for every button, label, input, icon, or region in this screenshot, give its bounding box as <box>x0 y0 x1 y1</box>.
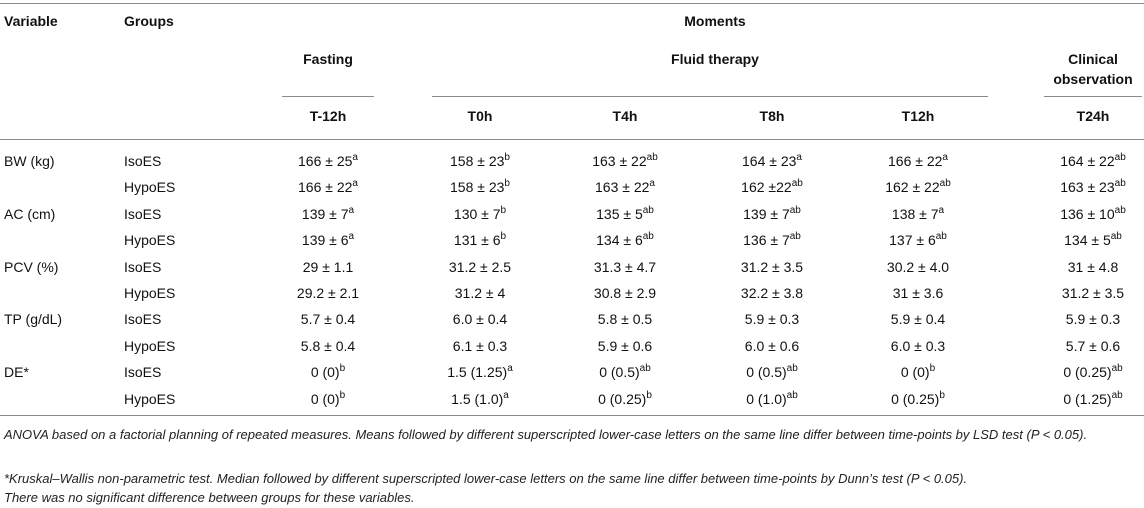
cell-superscript: ab <box>642 205 654 216</box>
table-cell <box>555 258 695 276</box>
timepoint-header-t24h: T24h <box>1076 108 1110 124</box>
table-cell <box>702 258 842 276</box>
cell-value: 158 ± 23 <box>450 153 505 169</box>
cell-superscript: a <box>352 152 358 163</box>
cell-value: 1.5 (1.25) <box>447 364 508 380</box>
cell-value: 136 ± 7 <box>743 232 790 248</box>
cell-value: 5.9 ± 0.3 <box>744 311 800 327</box>
cell-value: 166 ± 22 <box>888 153 943 169</box>
table-cell <box>555 284 695 302</box>
cell-superscript: a <box>503 390 509 401</box>
fasting-rule <box>282 96 374 97</box>
table-cell <box>702 152 842 170</box>
row-group: IsoES <box>124 259 162 275</box>
cell-value: 0 (1.25) <box>1063 391 1112 407</box>
cell-value: 0 (0.5) <box>746 364 787 380</box>
table-cell <box>555 205 695 223</box>
cell-value: 32.2 ± 3.8 <box>740 285 804 301</box>
cell-superscript: b <box>939 390 945 401</box>
cell-value: 31.2 ± 4 <box>454 285 506 301</box>
table-cell <box>410 363 550 381</box>
row-group: HypoES <box>124 285 176 301</box>
cell-superscript: a <box>649 178 655 189</box>
cell-superscript: ab <box>789 205 801 216</box>
table-cell <box>848 231 988 249</box>
table-cell <box>702 284 842 302</box>
top-rule <box>0 3 1144 4</box>
table-cell <box>1023 390 1144 408</box>
cell-superscript: b <box>929 363 936 374</box>
table-cell <box>258 284 398 302</box>
table-cell <box>258 231 398 249</box>
cell-value: 5.9 ± 0.6 <box>597 338 653 354</box>
cell-superscript: ab <box>1110 231 1122 242</box>
table-cell <box>702 390 842 408</box>
cell-value: 30.8 ± 2.9 <box>593 285 657 301</box>
timepoint-header-t-12h: T-12h <box>309 108 347 124</box>
row-variable: AC (cm) <box>4 206 56 222</box>
row-variable: DE* <box>4 364 29 380</box>
table-cell <box>555 390 695 408</box>
cell-superscript: b <box>500 231 507 242</box>
cell-value: 162 ±22 <box>741 179 792 195</box>
cell-superscript: ab <box>789 231 801 242</box>
cell-value: 0 (0) <box>310 364 340 380</box>
cell-superscript: b <box>504 152 510 163</box>
timepoint-header-t0h: T0h <box>467 108 493 124</box>
cell-value: 31.2 ± 3.5 <box>740 259 804 275</box>
cell-value: 163 ± 22 <box>595 179 650 195</box>
header-bottom-rule <box>0 139 1144 140</box>
header-fasting: Fasting <box>303 51 353 67</box>
table-cell <box>848 390 988 408</box>
cell-value: 29 ± 1.1 <box>302 259 354 275</box>
cell-value: 138 ± 7 <box>891 206 939 222</box>
cell-value: 1.5 (1.0) <box>451 391 504 407</box>
table-cell <box>410 205 550 223</box>
table-cell <box>555 363 695 381</box>
cell-superscript: ab <box>1114 152 1126 163</box>
cell-superscript: ab <box>786 390 798 401</box>
table-cell <box>702 205 842 223</box>
cell-superscript: ab <box>642 231 654 242</box>
table-cell <box>848 178 988 196</box>
table-cell <box>1023 152 1144 170</box>
table-cell <box>1023 310 1144 328</box>
table-cell <box>848 363 988 381</box>
table-cell <box>1023 205 1144 223</box>
cell-value: 31 ± 4.8 <box>1067 259 1119 275</box>
cell-superscript: ab <box>791 178 803 189</box>
table-cell <box>848 258 988 276</box>
cell-value: 137 ± 6 <box>889 232 936 248</box>
cell-value: 6.0 ± 0.4 <box>452 311 508 327</box>
cell-value: 30.2 ± 4.0 <box>886 259 950 275</box>
table-cell <box>258 178 398 196</box>
table-cell <box>702 337 842 355</box>
header-variable: Variable <box>4 13 58 29</box>
cell-value: 29.2 ± 2.1 <box>296 285 360 301</box>
cell-value: 5.7 ± 0.6 <box>1065 338 1121 354</box>
table-cell <box>258 337 398 355</box>
table-cell <box>258 310 398 328</box>
table-cell <box>848 337 988 355</box>
fluid-therapy-rule <box>432 96 988 97</box>
cell-value: 139 ± 7 <box>301 206 349 222</box>
cell-value: 166 ± 25 <box>298 153 353 169</box>
cell-value: 5.9 ± 0.3 <box>1065 311 1121 327</box>
table-cell <box>410 284 550 302</box>
table-cell <box>555 310 695 328</box>
cell-value: 6.1 ± 0.3 <box>452 338 508 354</box>
table-cell <box>702 310 842 328</box>
cell-value: 131 ± 6 <box>453 232 501 248</box>
cell-value: 5.8 ± 0.4 <box>300 338 356 354</box>
cell-superscript: ab <box>935 231 947 242</box>
cell-value: 158 ± 23 <box>450 179 505 195</box>
timepoint-header-t8h: T8h <box>759 108 785 124</box>
cell-superscript: a <box>348 231 355 242</box>
cell-value: 5.7 ± 0.4 <box>300 311 356 327</box>
cell-value: 31 ± 3.6 <box>892 285 944 301</box>
cell-value: 6.0 ± 0.3 <box>890 338 946 354</box>
cell-value: 136 ± 10 <box>1060 206 1115 222</box>
cell-superscript: a <box>348 205 355 216</box>
cell-value: 31.2 ± 3.5 <box>1061 285 1125 301</box>
cell-value: 166 ± 22 <box>298 179 353 195</box>
cell-value: 139 ± 7 <box>743 206 790 222</box>
cell-value: 139 ± 6 <box>301 232 349 248</box>
cell-value: 0 (1.0) <box>746 391 787 407</box>
cell-superscript: ab <box>646 152 658 163</box>
table-cell <box>258 258 398 276</box>
row-group: HypoES <box>124 179 176 195</box>
timepoint-header-t4h: T4h <box>612 108 638 124</box>
table-cell <box>555 337 695 355</box>
row-group: IsoES <box>124 206 162 222</box>
cell-value: 134 ± 5 <box>1064 232 1111 248</box>
cell-superscript: b <box>339 390 346 401</box>
footnote-kruskal: *Kruskal–Wallis non-parametric test. Median followed by different superscripted lower-case letters on the same line differ between time-points by Dunn’s test (P < 0.05). <box>4 471 968 486</box>
table-cell <box>410 152 550 170</box>
cell-value: 0 (0.5) <box>599 364 640 380</box>
table-cell <box>1023 258 1144 276</box>
header-moments: Moments <box>684 13 746 29</box>
row-group: IsoES <box>124 311 162 327</box>
cell-value: 130 ± 7 <box>453 206 501 222</box>
cell-value: 0 (0) <box>310 391 340 407</box>
row-variable: BW (kg) <box>4 153 55 169</box>
cell-value: 163 ± 22 <box>592 153 647 169</box>
cell-value: 6.0 ± 0.6 <box>744 338 800 354</box>
row-variable: TP (g/dL) <box>4 311 63 327</box>
table-cell <box>410 258 550 276</box>
cell-superscript: ab <box>639 363 651 374</box>
table-cell <box>410 231 550 249</box>
cell-superscript: a <box>507 363 513 374</box>
table-cell <box>702 231 842 249</box>
cell-superscript: b <box>504 178 510 189</box>
cell-value: 164 ± 23 <box>742 153 797 169</box>
cell-value: 164 ± 22 <box>1060 153 1115 169</box>
cell-superscript: a <box>938 205 945 216</box>
row-group: IsoES <box>124 364 162 380</box>
table-cell <box>848 205 988 223</box>
header-clinical: Clinical <box>1068 51 1118 67</box>
table-cell <box>848 152 988 170</box>
table-cell <box>1023 284 1144 302</box>
cell-superscript: ab <box>1111 363 1123 374</box>
cell-superscript: b <box>339 363 346 374</box>
cell-superscript: b <box>646 390 652 401</box>
footnote-no-difference: There was no significant difference between groups for these variables. <box>4 490 415 505</box>
cell-superscript: b <box>500 205 507 216</box>
table-cell <box>555 152 695 170</box>
cell-value: 0 (0.25) <box>598 391 647 407</box>
body-bottom-rule <box>0 415 1144 416</box>
cell-superscript: ab <box>1114 178 1126 189</box>
cell-value: 5.8 ± 0.5 <box>597 311 653 327</box>
table-cell <box>848 284 988 302</box>
table-cell <box>258 152 398 170</box>
cell-superscript: a <box>352 178 358 189</box>
row-group: IsoES <box>124 153 162 169</box>
table-cell <box>1023 337 1144 355</box>
table-cell <box>410 390 550 408</box>
table-cell <box>410 337 550 355</box>
table-cell <box>410 310 550 328</box>
table-cell <box>555 178 695 196</box>
row-group: HypoES <box>124 232 176 248</box>
table-cell <box>1023 178 1144 196</box>
table-cell <box>555 231 695 249</box>
table-cell <box>258 205 398 223</box>
table-cell <box>258 390 398 408</box>
header-fluid-therapy: Fluid therapy <box>671 51 759 67</box>
cell-value: 0 (0.25) <box>1063 364 1112 380</box>
header-observation: observation <box>1053 71 1133 87</box>
cell-value: 5.9 ± 0.4 <box>890 311 946 327</box>
cell-value: 134 ± 6 <box>596 232 643 248</box>
table-cell <box>848 310 988 328</box>
cell-value: 163 ± 23 <box>1060 179 1115 195</box>
cell-superscript: ab <box>1114 205 1126 216</box>
table-cell <box>1023 231 1144 249</box>
row-group: HypoES <box>124 338 176 354</box>
cell-value: 31.3 ± 4.7 <box>593 259 657 275</box>
cell-superscript: a <box>942 152 948 163</box>
cell-superscript: ab <box>939 178 951 189</box>
cell-value: 162 ± 22 <box>885 179 940 195</box>
cell-superscript: ab <box>1111 390 1123 401</box>
row-group: HypoES <box>124 391 176 407</box>
footnote-anova: ANOVA based on a factorial planning of repeated measures. Means followed by different superscripted lower-case letters on the same line differ between time-points by LSD test (P < 0.05). <box>4 427 1088 442</box>
header-groups: Groups <box>124 13 174 29</box>
table-cell <box>702 178 842 196</box>
table-cell <box>702 363 842 381</box>
cell-superscript: a <box>796 152 802 163</box>
cell-value: 135 ± 5 <box>596 206 643 222</box>
table-cell <box>258 363 398 381</box>
row-variable: PCV (%) <box>4 259 59 275</box>
table-cell <box>1023 363 1144 381</box>
clinical-rule <box>1044 96 1142 97</box>
timepoint-header-t12h: T12h <box>901 108 935 124</box>
table-cell <box>410 178 550 196</box>
cell-superscript: ab <box>786 363 798 374</box>
cell-value: 31.2 ± 2.5 <box>448 259 512 275</box>
cell-value: 0 (0) <box>900 364 930 380</box>
cell-value: 0 (0.25) <box>891 391 940 407</box>
